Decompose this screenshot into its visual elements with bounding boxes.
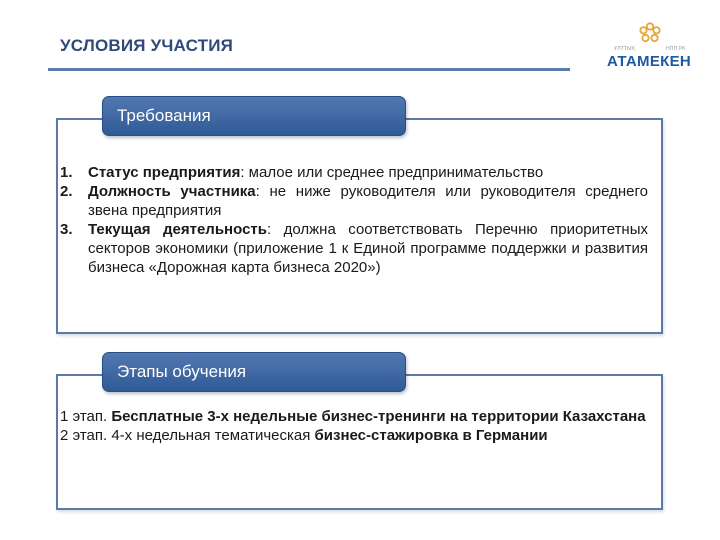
list-item-number: 1. bbox=[60, 164, 73, 181]
page-title: УСЛОВИЯ УЧАСТИЯ bbox=[60, 36, 234, 55]
list-item-lead: Должность участника bbox=[88, 183, 256, 200]
logo-subtitle-right: НПП РК bbox=[666, 46, 686, 52]
stages-text bbox=[60, 407, 648, 445]
logo-subtitle-left: ҰЛТТЫҚ bbox=[614, 46, 635, 52]
list-item-number: 3. bbox=[60, 221, 73, 238]
stage-normal-text: 1 этап. bbox=[60, 408, 112, 425]
stage-item bbox=[60, 426, 648, 445]
list-item-text: : малое или среднее предпринимательство bbox=[240, 164, 544, 181]
list-item bbox=[60, 220, 648, 277]
requirements-heading: Требования bbox=[102, 96, 406, 136]
stage-normal-text: 2 этап. 4-х недельная тематическая bbox=[60, 427, 315, 444]
stage-bold-text: бизнес-стажировка в Германии bbox=[314, 427, 548, 444]
list-item bbox=[60, 163, 648, 182]
list-item bbox=[60, 182, 648, 220]
atameken-logo bbox=[606, 22, 692, 74]
stage-item bbox=[60, 407, 648, 426]
list-item-text: : должна соответствовать Перечню приоритетных секторов экономики (приложение 1 к Единой программе поддержки и развития бизнеса «Дорожная карта бизнеса 2020») bbox=[88, 221, 648, 276]
logo-name: АТАМЕКЕН bbox=[606, 53, 692, 70]
flower-emblem-icon bbox=[639, 22, 661, 44]
list-item-number: 2. bbox=[60, 183, 73, 200]
list-item-text: : не ниже руководителя или руководителя среднего звена предприятия bbox=[88, 183, 648, 219]
stage-bold-text: Бесплатные 3-х недельные бизнес-тренинги на территории Казахстана bbox=[111, 408, 646, 425]
list-item-lead: Текущая деятельность bbox=[88, 221, 267, 238]
list-item-lead: Статус предприятия bbox=[88, 164, 241, 181]
stages-heading: Этапы обучения bbox=[102, 352, 406, 392]
title-underline bbox=[48, 68, 570, 71]
requirements-list bbox=[60, 163, 648, 277]
